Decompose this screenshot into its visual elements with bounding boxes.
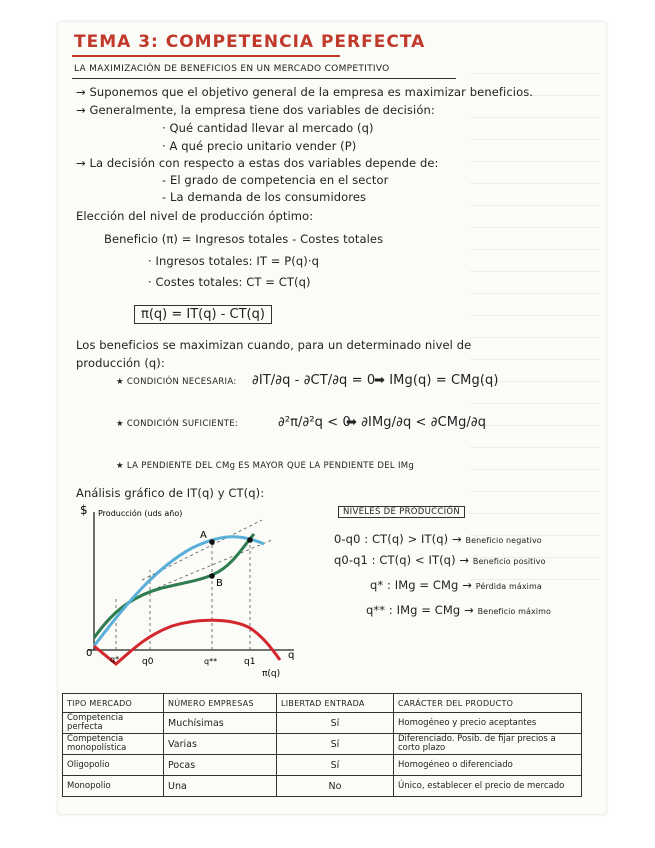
maximization-text-1: Los beneficios se maximizan cuando, para un determinado nivel de xyxy=(76,338,472,352)
levels-heading: NIVELES DE PRODUCCIÓN xyxy=(338,506,465,518)
level-row-3 xyxy=(370,578,542,592)
header-free-entry: LIBERTAD ENTRADA xyxy=(277,694,394,713)
point-q1-dot xyxy=(247,537,253,543)
point-a-dot xyxy=(209,539,215,545)
level-row-1-expr: : CT(q) > IT(q) → xyxy=(364,532,462,546)
cell-number-firms: Varias xyxy=(164,734,277,755)
sufficient-condition-formula: ∂²π/∂²q < 0 xyxy=(278,415,351,430)
bleed-through xyxy=(470,60,600,580)
market-types-table xyxy=(62,693,582,797)
subtitle-underline xyxy=(72,78,456,79)
level-row-2-result: Beneficio positivo xyxy=(472,557,546,566)
cell-free-entry: Sí xyxy=(277,713,394,734)
cell-number-firms: Pocas xyxy=(164,755,277,776)
section-subtitle: LA MAXIMIZACIÓN DE BENEFICIOS EN UN MERCADO COMPETITIVO xyxy=(74,64,390,74)
cell-number-firms: Muchísimas xyxy=(164,713,277,734)
y-axis-caption: Producción (uds año) xyxy=(98,509,183,518)
level-row-4 xyxy=(366,603,551,617)
table-row xyxy=(63,755,582,776)
cell-number-firms: Una xyxy=(164,776,277,797)
revenue-definition: · Ingresos totales: IT = P(q)·q xyxy=(148,254,320,268)
level-row-1 xyxy=(334,532,542,546)
tick-q1: q1 xyxy=(244,657,256,667)
cell-market-type: Monopolio xyxy=(63,776,164,797)
cell-free-entry: No xyxy=(277,776,394,797)
title-underline xyxy=(72,55,340,57)
cell-free-entry: Sí xyxy=(277,755,394,776)
level-row-2-expr: : CT(q) < IT(q) → xyxy=(371,553,470,567)
level-row-1-result: Beneficio negativo xyxy=(465,536,542,545)
header-product-character: CARÁCTER DEL PRODUCTO xyxy=(394,694,582,713)
necessary-condition-formula: ∂IT/∂q - ∂CT/∂q = 0 xyxy=(252,373,376,388)
point-b-label: B xyxy=(216,578,223,589)
level-row-1-range: 0-q0 xyxy=(334,532,361,546)
slope-note: ★ LA PENDIENTE DEL CMg ES MAYOR QUE LA PENDIENTE DEL IMg xyxy=(116,461,415,471)
table-row xyxy=(63,713,582,734)
origin-label: 0 xyxy=(86,648,93,659)
header-number-firms: NÚMERO EMPRESAS xyxy=(164,694,277,713)
page-title: TEMA 3: COMPETENCIA PERFECTA xyxy=(74,32,426,52)
cell-market-type: Competencia monopolística xyxy=(63,734,164,755)
intro-bullet-2: · A qué precio unitario vender (P) xyxy=(162,139,357,153)
level-row-4-range: q** xyxy=(366,603,386,617)
tick-q0: q0 xyxy=(142,657,154,667)
cost-definition: · Costes totales: CT = CT(q) xyxy=(148,275,311,289)
intro-line-1: → Suponemos que el objetivo general de la empresa es maximizar beneficios. xyxy=(76,85,534,99)
necessary-condition-result: ➡ IMg(q) = CMg(q) xyxy=(374,373,499,388)
necessary-condition-label: ★ CONDICIÓN NECESARIA: xyxy=(116,377,237,387)
intro-dash-1: - El grado de competencia en el sector xyxy=(162,173,389,187)
cell-product-character: Diferenciado. Posib. de fijar precios a corto plazo xyxy=(394,734,582,755)
profit-definition: Beneficio (π) = Ingresos totales - Costes totales xyxy=(104,232,384,246)
tick-q-double-star: q** xyxy=(204,657,218,666)
level-row-4-result: Beneficio máximo xyxy=(477,607,552,616)
header-market-type: TIPO MERCADO xyxy=(63,694,164,713)
graph-heading: Análisis gráfico de IT(q) y CT(q): xyxy=(76,486,265,500)
cell-product-character: Homogéneo o diferenciado xyxy=(394,755,582,776)
sufficient-condition-label: ★ CONDICIÓN SUFICIENTE: xyxy=(116,419,239,429)
level-row-3-result: Pérdida máxima xyxy=(475,582,542,591)
table-header-row xyxy=(63,694,582,713)
maximization-text-2: producción (q): xyxy=(76,356,165,370)
sufficient-condition-result: ➡ ∂IMg/∂q < ∂CMg/∂q xyxy=(346,415,487,430)
table-row xyxy=(63,776,582,797)
pi-curve-label: π(q) xyxy=(262,669,281,679)
profit-formula-box: π(q) = IT(q) - CT(q) xyxy=(134,305,272,324)
level-row-2 xyxy=(334,553,546,567)
point-a-label: A xyxy=(200,530,207,541)
intro-dash-2: - La demanda de los consumidores xyxy=(162,190,367,204)
intro-bullet-1: · Qué cantidad llevar al mercado (q) xyxy=(162,121,374,135)
level-row-4-expr: : IMg = CMg → xyxy=(388,603,474,617)
level-row-3-range: q* xyxy=(370,578,384,592)
cell-market-type: Competencia perfecta xyxy=(63,713,164,734)
table-row xyxy=(63,734,582,755)
profit-graph xyxy=(72,500,312,690)
level-row-3-expr: : IMg = CMg → xyxy=(387,578,472,592)
optimal-heading: Elección del nivel de producción óptimo: xyxy=(76,209,314,223)
cell-market-type: Oligopolio xyxy=(63,755,164,776)
tick-q-star: q* xyxy=(110,655,120,664)
intro-line-2: → Generalmente, la empresa tiene dos variables de decisión: xyxy=(76,103,435,117)
y-axis-label: $ xyxy=(80,503,88,517)
cell-free-entry: Sí xyxy=(277,734,394,755)
cell-product-character: Homogéneo y precio aceptantes xyxy=(394,713,582,734)
cell-product-character: Único, establecer el precio de mercado xyxy=(394,776,582,797)
x-axis-label: q xyxy=(288,650,295,661)
intro-line-3: → La decisión con respecto a estas dos variables depende de: xyxy=(76,156,439,170)
level-row-2-range: q0-q1 xyxy=(334,553,368,567)
point-b-dot xyxy=(209,573,215,579)
